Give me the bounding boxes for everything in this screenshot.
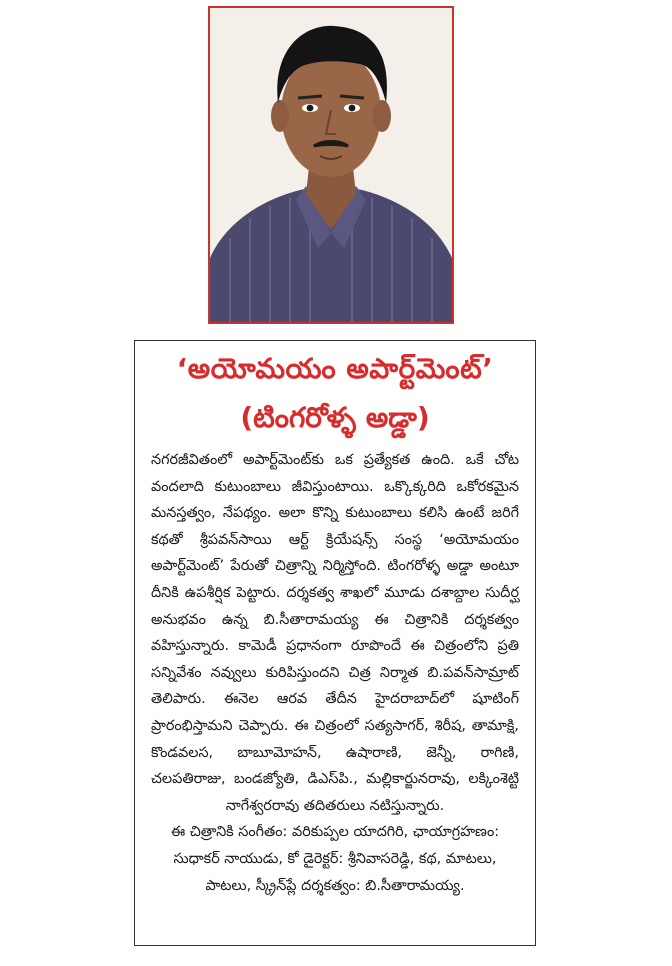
portrait-photo [208,6,454,324]
article-subheadline: (టింగరోళ్ళ అడ్డా) [240,401,430,434]
article-paragraph: నగరజీవితంలో అపార్ట్‌మెంట్‌కు ఒక ప్రత్యేకత ఉంది. ఒకే చోట వందలాది కుటుంబాలు జీవిస్తుంటాయి. ఒక్కొక్కరిది ఒకోరకమైన మనస్తత్వం, నేపథ్యం. అలా కొన్ని కుటుంబాలు కలిసి ఉంటే జరిగే కథతో శ్రీపవన్‌సాయి ఆర్ట్ క్రియేషన్స్ సంస్థ ‘అయోమయం అపార్ట్‌మెంట్’ పేరుతో చిత్రాన్ని నిర్మిస్తోంది. టింగరోళ్ళ అడ్డా అంటూ దీనికి ఉపశీర్షిక పెట్టారు. దర్శకత్వ శాఖలో మూడు దశాబ్దాల సుదీర్ఘ అనుభవం ఉన్న బి.సీతారామయ్య ఈ చిత్రానికి దర్శకత్వం వహిస్తున్నారు. కామెడీ ప్రధానంగా రూపొందే ఈ చిత్రంలోని ప్రతి సన్నివేశం నవ్వులు కురిపిస్తుందని చిత్ర నిర్మాత బి.పవన్‌సామ్రాట్ తెలిపారు. ఈనెల ఆరవ తేదీన హైదరాబాద్‌లో షూటింగ్ ప్రారంభిస్తామని చెప్పారు. ఈ చిత్రంలో సత్యసాగర్, శిరీష, తామాక్షి, కొండవలస, బాబూమోహన్, ఉషారాణి, జెన్నీ, రాగిణి, చలపతిరాజు, బండజ్యోతి, డిఎస్‌పి., మల్లికార్జునరావు, లక్కింశెట్టి నాగేశ్వరరావు తదితరులు నటిస్తున్నారు. [151,452,519,814]
article-credits: ఈ చిత్రానికి సంగీతం: వరికుప్పల యాదగిరి, ఛాయాగ్రహణం: సుధాకర్ నాయుడు, కో డైరెక్టర్: శ్రీనివాసరెడ్డి, కథ, మాటలు, పాటలు, స్క్రీన్‌ప్లే దర్శకత్వం: బి.సీతారామయ్య. [170,824,500,894]
person-portrait-icon [210,8,452,322]
news-article-box [134,340,536,946]
article-headline: ‘అయోమయం అపార్ట్‌మెంట్’ [176,352,494,385]
